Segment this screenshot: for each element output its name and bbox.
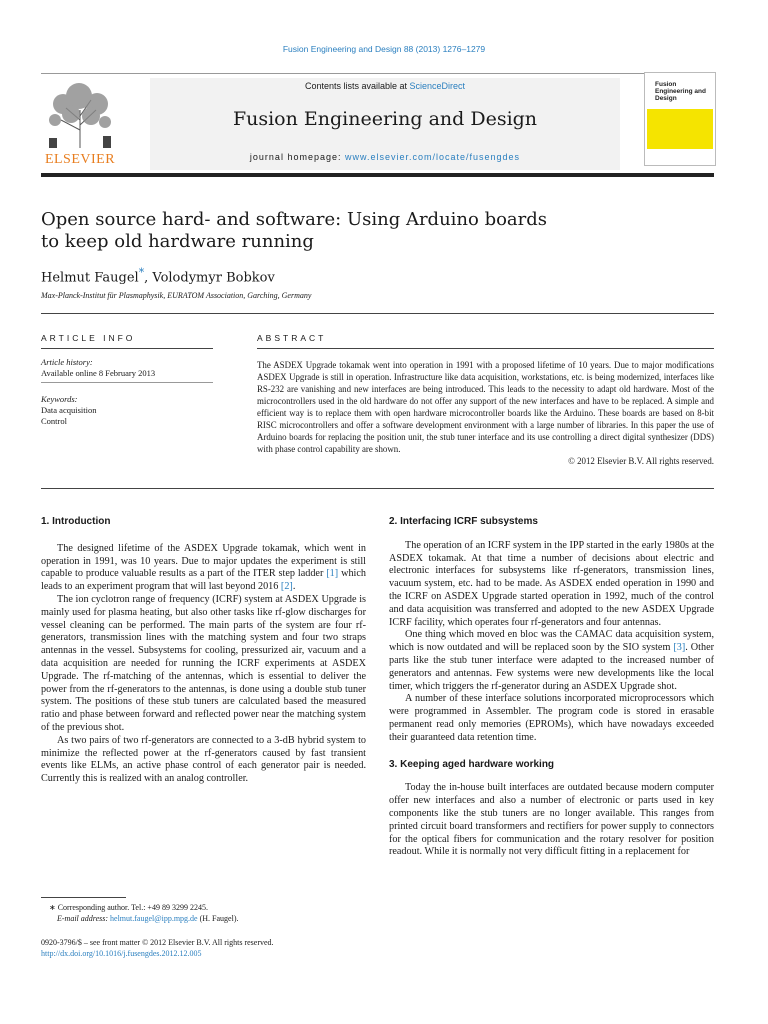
author-bobkov: Volodymyr Bobkov [152,270,275,286]
publisher-name: ELSEVIER [44,152,116,167]
abstract-heading: ABSTRACT [257,333,327,343]
corresponding-author-mark[interactable]: * [138,266,145,279]
header-rule-bottom [41,173,714,177]
cover-yellow-band [647,109,713,149]
paragraph-text: which leads to an experiment program that will last beyond 2016 [41,568,366,593]
left-column [41,516,366,786]
corresponding-text: Corresponding author. Tel.: +49 89 3299 2245. [57,903,208,912]
paper-title [41,209,561,253]
contents-line [150,81,620,91]
article-rule [41,313,714,314]
keyword-item: Data acquisition [41,405,97,415]
homepage-link[interactable]: www.elsevier.com/locate/fusengdes [344,152,521,162]
paragraph-text: . Other parts like the stub tuner interface were adapted to the increased number of generators and antennas. Few systems were new developments like the local timer, which triggers the rf-generator during an ASDEX Upgrade shot. [389,642,714,692]
keywords-rule [41,382,213,383]
reference-link[interactable]: [1] [326,568,339,580]
journal-cover-thumbnail [644,72,716,166]
abstract-rule [257,348,714,349]
body-rule [41,488,714,489]
right-column [389,516,714,859]
abstract-body: The ASDEX Upgrade tokamak went into operation in 1991 with a proposed lifetime of 10 years. Due to major modifications ASDEX Upgrade is still in operation. Infrastructure like data acquisition, workstations, etc. is being modernized, interfaces like RS-232 are vanishing and new interfaces are being introduced. This leads to the necessity to adapt old hardware. Most of the microcontrollers used in the old hardware do not offer any support of the new interfaces and have to be replaced. A simple and efficient way is to replace them with open hardware microcontroller boards like the Arduino. These boards are based on 8-bit RISC microcontrollers and offer a software development environment with a large number of libraries. In this paper the use of Arduino boards for replacing the position unit, the stub tuner interface and its use controlling a direct digital synthesizer (DDS) with phase control capability are shown. [257,360,714,455]
keywords-label: Keywords: [41,394,78,404]
history-value: Available online 8 February 2013 [41,368,156,378]
section-heading-aged-hardware: 3. Keeping aged hardware working [389,758,555,770]
article-info-heading: ARTICLE INFO [41,333,136,343]
paragraph [41,543,366,594]
email-line [49,914,239,925]
email-suffix: (H. Faugel). [197,913,239,923]
email-link[interactable]: helmut.faugel@ipp.mpg.de [110,913,198,923]
footnote-rule [41,897,126,898]
history-label: Article history: [41,357,93,367]
elsevier-tree-icon [41,80,119,150]
paragraph: Today the in-house built interfaces are outdated because modern computer offer new interfaces and also a number of electronic or parts used in key components like the stub tuners are no longer available. This ranges from printed circuit board transformers and rectifiers for power supply to connectors for the optical fibers for communication and the rotary resolver for position readout. While it is normally not very difficult fitting in a replacement for [389,782,714,858]
homepage-prefix: journal homepage: [249,152,345,162]
section-heading-interfacing: 2. Interfacing ICRF subsystems [389,516,538,527]
paragraph-text: One thing which moved en bloc was the CAMAC data acquisition system, which is now outdated and will be replaced soon by the SIO system [389,629,714,654]
footnote-mark: ∗ [49,903,56,912]
author-faugel: Helmut Faugel [41,270,139,286]
article-history [41,357,155,379]
paper-title-line1: Open source hard- and software: Using Arduino boards [41,209,548,230]
paper-title-line2: to keep old hardware running [41,231,314,252]
journal-title: Fusion Engineering and Design [232,108,538,130]
paragraph: The ion cyclotron range of frequency (ICRF) system at ASDEX Upgrade is mainly used for plasma heating, but also other tasks like rf-glow discharges for vessel cleaning can be performed. The main parts of the system are four rf-generators, transmission lines with the matching system and four two straps antennas in the vessel. Subsystems for cooling, pressurized air, vacuum and a data acquisition are needed for running the ICRF experiments at ASDEX Upgrade. The rf-matching of the antennas, which is essential to deliver the power from the rf-generators to the antennas, is done using a double stub tuner system. The positions of these stub tuners are calculated based the measured ratio and phase between forward and reflected power near the matching system of the previous shot. [41,593,366,733]
contents-prefix: Contents lists available at [304,81,410,91]
article-info-rule [41,348,213,349]
header-rule-top [41,73,644,74]
issn-line: 0920-3796/$ – see front matter © 2012 Elsevier B.V. All rights reserved. [41,938,274,947]
reference-link[interactable]: [3] [673,642,686,654]
journal-reference[interactable]: Fusion Engineering and Design 88 (2013) 1276–1279 [282,44,486,54]
sciencedirect-link[interactable]: ScienceDirect [409,81,466,91]
reference-link[interactable]: [2] [280,581,293,593]
section-heading-introduction: 1. Introduction [41,516,111,527]
affiliation: Max-Planck-Institut für Plasmaphysik, EURATOM Association, Garching, Germany [41,291,312,300]
keywords [41,394,96,427]
abstract [257,359,714,467]
corresponding-author-note [49,903,239,914]
author-separator: , [144,270,153,286]
paragraph: A number of these interface solutions incorporated microprocessors which were programmed in Assembler. The program code is stored in erasable permanent read only memories (EPROMs), which have nowadays exceeded their guaranteed data retention time. [389,693,714,743]
copyright: © 2012 Elsevier B.V. All rights reserved. [568,456,714,467]
paragraph: As two pairs of two rf-generators are connected to a 3-dB hybrid system to minimize the reflected power at the rf-generators caused by fast transient events like ELMs, an active phase control of each generator pair is needed. Currently this is realized with an analog controller. [41,734,366,785]
doi-link[interactable]: http://dx.doi.org/10.1016/j.fusengdes.2012.12.005 [41,949,202,958]
footnote [49,903,239,924]
front-matter [41,937,274,959]
paragraph [389,629,714,693]
email-label: E-mail address: [57,913,111,923]
author-list [41,266,275,285]
homepage-line [150,152,620,162]
cover-title: Fusion Engineering and Design [655,81,706,102]
paragraph-text: . [292,581,296,593]
paragraph-text: The designed lifetime of the ASDEX Upgrade tokamak, which went in operation in 1991, was 10 years. Due to major updates the experiment is still capable to produce valuable results as a part of the ITER step ladder [41,542,366,580]
keyword-item: Control [41,416,67,426]
paragraph: The operation of an ICRF system in the IPP started in the early 1980s at the ASDEX tokamak. At that time a number of decisions about electric and electronic interfaces for subsystems like rf-generators, transmission lines, vacuum system, etc. had to be made. As ASDEX ended operation in 1990 and the ICRF on ASDEX Upgrade started operation in 1992, much of the control and data acquisition was transferred and adopted to the new ASDEX Upgrade ICRF facility, which operates four rf-generators and four antennas. [389,539,714,628]
